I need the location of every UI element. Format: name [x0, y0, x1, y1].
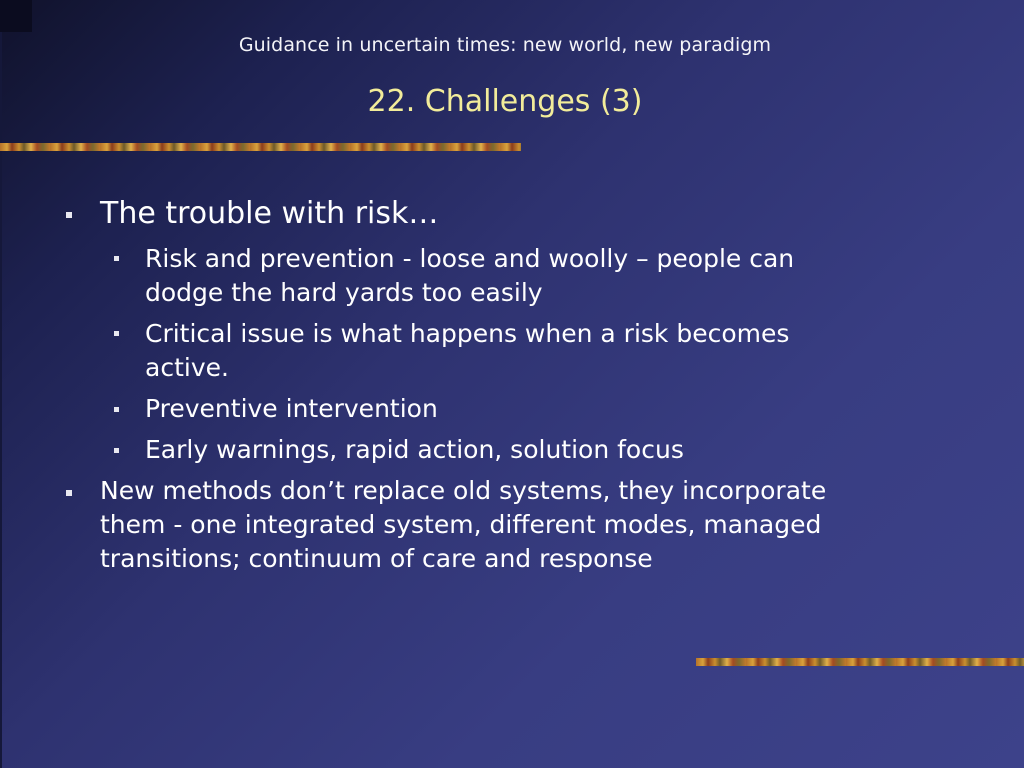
- bullet-marker: [66, 490, 72, 496]
- sub-bullet-item-1: Risk and prevention - loose and woolly – people can dodge the hard yards too easily: [145, 244, 795, 307]
- sub-bullet-item-2: Critical issue is what happens when a risk becomes active.: [145, 319, 790, 382]
- sub-bullet-marker: [114, 448, 119, 453]
- slide-subtitle: Guidance in uncertain times: new world, new paradigm: [238, 34, 772, 56]
- bullet-marker: [66, 212, 72, 218]
- bullet-item-2: New methods don’t replace old systems, they incorporate them - one integrated system, different modes, managed transitions; continuum of care and response: [100, 476, 827, 573]
- sub-bullet-item-3: Preventive intervention: [145, 394, 438, 423]
- sub-bullet-marker: [114, 256, 119, 261]
- sub-bullet-item-4: Early warnings, rapid action, solution focus: [145, 435, 684, 464]
- sub-bullet-marker: [114, 331, 119, 336]
- bullet-item-1: The trouble with risk…: [100, 196, 439, 231]
- sub-bullet-marker: [114, 407, 119, 412]
- slide-title: 22. Challenges (3): [367, 84, 643, 119]
